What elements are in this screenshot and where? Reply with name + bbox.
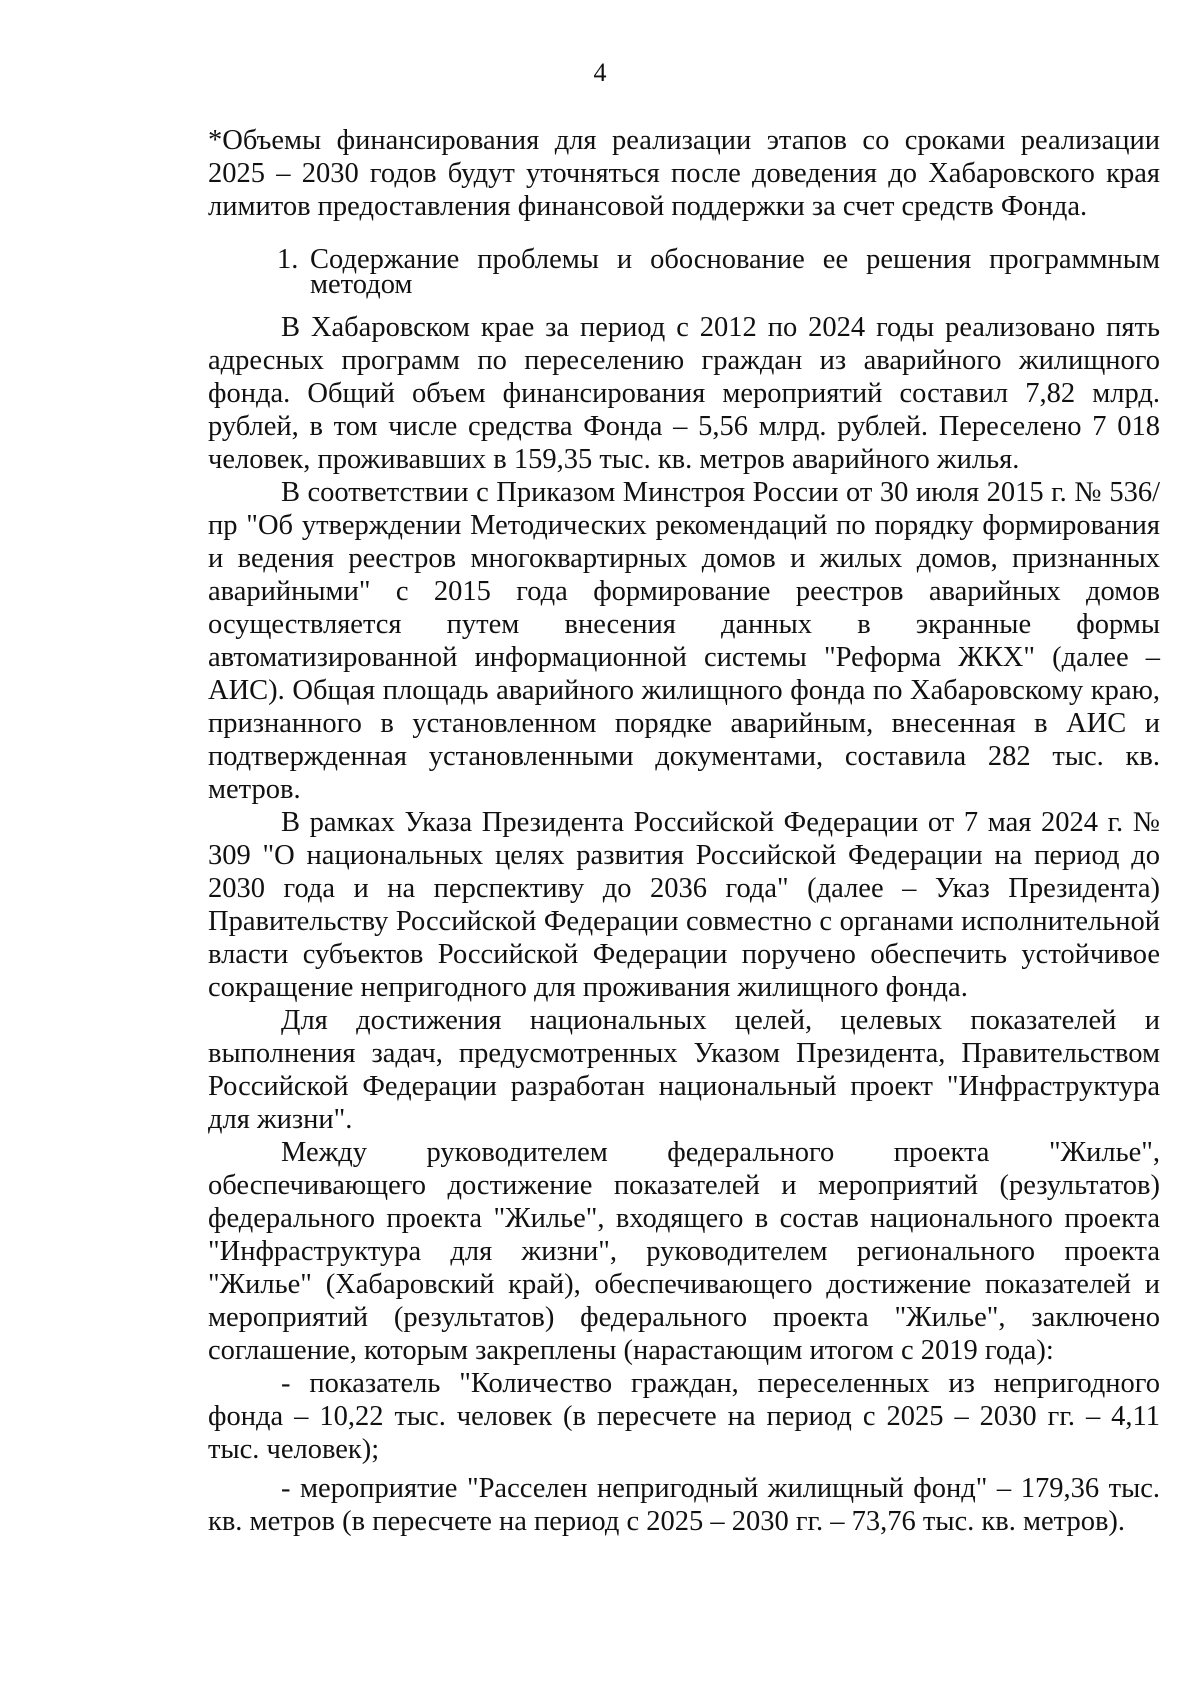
list-item-measure: - мероприятие "Расселен непригодный жилищный фонд" – 179,36 тыс. кв. метров (в пересчете на период с 2025 – 2030 гг. – 73,76 тыс. кв. метров). <box>208 1473 1160 1537</box>
section-title: Содержание проблемы и обоснование ее решения программным методом <box>310 244 1160 300</box>
paragraph-presidential-decree: В рамках Указа Президента Российской Федерации от 7 мая 2024 г. № 309 "О национальных целях развития Российской Федерации на период до 2030 года и на перспективу до 2036 года" (далее – Указ Президента) Правительству Российской Федерации совместно с органами исполнительной власти субъектов Российской Федерации поручено обеспечить устойчивое сокращение непригодного для проживания жилищного фонда. <box>208 807 1160 1003</box>
section-heading <box>277 244 1160 300</box>
paragraph-national-project: Для достижения национальных целей, целевых показателей и выполнения задач, предусмотренных Указом Президента, Правительством Российской Федерации разработан национальный проект "Инфраструктура для жизни". <box>208 1005 1160 1135</box>
list-item-indicator: - показатель "Количество граждан, переселенных из непригодного фонда – 10,22 тыс. человек (в пересчете на период с 2025 – 2030 гг. – 4,11 тыс. человек); <box>208 1368 1160 1465</box>
page-number: 4 <box>593 58 607 87</box>
section-number: 1. <box>277 244 299 275</box>
paragraph-agreement: Между руководителем федерального проекта "Жилье", обеспечивающего достижение показателей и мероприятий (результатов) федерального проекта "Жилье", входящего в состав национального проекта "Инфраструктура для жизни", руководителем регионального проекта "Жилье" (Хабаровский край), обеспечивающего достижение показателей и мероприятий (результатов) федерального проекта "Жилье", заключено соглашение, которым закреплены (нарастающим итогом с 2019 года): <box>208 1137 1160 1366</box>
footnote-text: *Объемы финансирования для реализации этапов со сроками реализации 2025 – 2030 годов будут уточняться после доведения до Хабаровского края лимитов предоставления финансовой поддержки за счет средств Фонда. <box>208 125 1160 222</box>
paragraph-resettlement-programs: В Хабаровском крае за период с 2012 по 2024 годы реализовано пять адресных программ по переселению граждан из аварийного жилищного фонда. Общий объем финансирования мероприятий составил 7,82 млрд. рублей, в том числе средства Фонда – 5,56 млрд. рублей. Переселено 7 018 человек, проживавших в 159,35 тыс. кв. метров аварийного жилья. <box>208 312 1160 475</box>
paragraph-minstroy-order: В соответствии с Приказом Минстроя России от 30 июля 2015 г. № 536/пр "Об утверждении Методических рекомендаций по порядку формирования и ведения реестров многоквартирных домов и жилых домов, признанных аварийными" с 2015 года формирование реестров аварийных домов осуществляется путем внесения данных в экранные формы автоматизированной информационной системы "Реформа ЖКХ" (далее – АИС). Общая площадь аварийного жилищного фонда по Хабаровскому краю, признанного в установленном порядке аварийным, внесенная в АИС и подтвержденная установленными документами, составила 282 тыс. кв. метров. <box>208 477 1160 805</box>
funding-footnote <box>208 124 1160 223</box>
section-body <box>208 311 1160 1538</box>
